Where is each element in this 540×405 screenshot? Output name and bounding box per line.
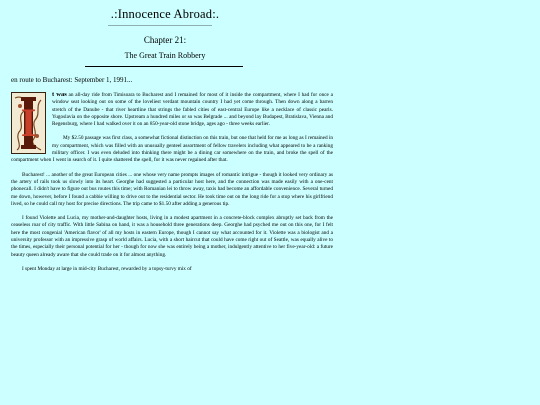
paragraph-2: My $2.50 passage was first class, a somewhat fictional distinction on this train, but one that held for me as long as I remained in my compartment, which was filled with an unusually genteel assortment of fellow travelers including what appeared to be a ranking military officer. I was even deluded into thinking there might be a dining car somewhere on the train, and broke the spell of the compartment when I went in search of it. I quite shattered the spell, for it was never regained after that. <box>11 135 333 164</box>
paragraph-5: I spent Monday at large in mid-city Bucharest, rewarded by a topsy-turvy mix of <box>22 265 192 272</box>
dateline: en route to Bucharest: September 1, 1991... <box>11 76 133 84</box>
site-title: .:Innocence Abroad:. <box>110 7 220 21</box>
lead-words: t was <box>52 91 67 98</box>
paragraph-1 <box>11 91 333 145</box>
chapter-heading: Chapter 21: <box>143 35 187 45</box>
title-divider <box>108 25 212 26</box>
chapter-subtitle: The Great Train Robbery <box>124 51 206 60</box>
paragraph-1-text: an all-day ride from Timisoara to Bucharest and I remained for most of it inside the compartment, where I had for once a window seat looking out on some of the loveliest verdant mountain country I had yet come through. Then down along a barren stretch of the Danube - that river heartline that strings the fabled cities of east-central Europe like a necklace of classic pearls. Yugoslavia on the opposite shore. Upstream a hundred miles or so was Belgrade ... and beyond lay Budapest, Bratislava, Vienna and Regensburg, where I had walked over it on an 850-year-old stone bridge, ages ago - three weeks earlier. <box>52 92 333 128</box>
story-body <box>11 91 333 280</box>
illuminated-dropcap <box>11 92 46 154</box>
paragraph-4: I found Violette and Lucia, my mother-and-daughter hosts, living in a modest apartment in a concrete-block complex abruptly set back from the ceaseless roar of city traffic. With little Sabina on hand, it was a household three generations deep. Georghe had psyched me out on this one, for I felt here the most congenial 'American flavor' of all my hosts in eastern Europe, though I cannot say what accounted for it. Violette was a biologist and a university professor with an impressive grasp of world affairs. Lucia, with a short haircut that could have come right out of Seattle, was equally alive to the times, especially their personal potential for her - though for now she was entirely being a mother, indulgently attentive to her five-year-old: a future beauty queen already aware that she could trade on it for almost anything. <box>11 215 333 258</box>
svg-text:I: I <box>20 100 37 145</box>
subtitle-divider <box>85 66 243 67</box>
dropcap-ornament-icon <box>11 92 46 154</box>
paragraph-3: Bucharest! ... another of the great European cities ... one whose very name prompts images of romantic intrigue - though it looked very ordinary as the artery of rails took us slowly into its heart. Georghe had suggested a particular host here, and the connection was made easily with a one-cent phonecall. I didn't have to figure out bus routes this time; with Romanian lei to throw away, taxis had become an affordable convenience. Several turned me down, however, before I found a cabbie willing to drive out to the residential sector. He took time out on the long ride for a stop where his girlfriend lived, so he could call my host for precise directions. The trip came to $1.50 after adding a generous tip. <box>11 171 333 207</box>
